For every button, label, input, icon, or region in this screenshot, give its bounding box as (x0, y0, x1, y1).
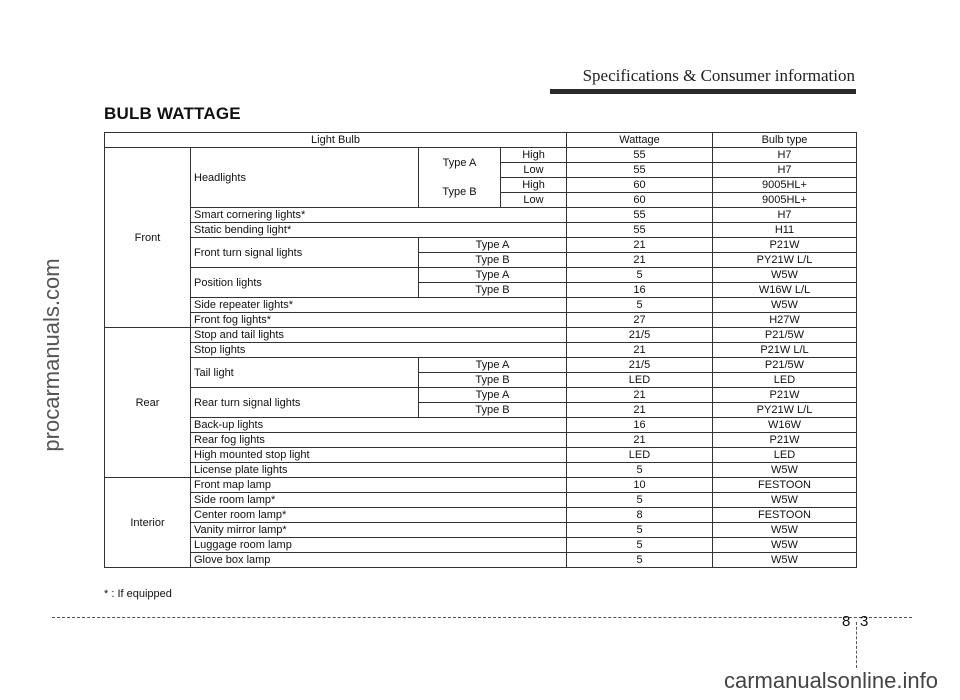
bulb-type-cell: LED (713, 373, 857, 388)
bulb-type-cell: P21W L/L (713, 343, 857, 358)
variant-label: Type B (419, 403, 567, 418)
bulb-type-cell: W5W (713, 523, 857, 538)
header-rule (550, 89, 856, 94)
bulb-type-cell: H27W (713, 313, 857, 328)
table-row (105, 298, 857, 313)
bulb-type-cell: PY21W L/L (713, 403, 857, 418)
bulb-type-cell: H11 (713, 223, 857, 238)
wattage-cell: 55 (567, 163, 713, 178)
bulb-name: Luggage room lamp (191, 538, 567, 553)
headlights-type-a: Type A (419, 148, 501, 178)
beam-label: High (501, 178, 567, 193)
table-row (105, 553, 857, 568)
table-row (105, 493, 857, 508)
table-row (105, 358, 857, 373)
bulb-name: Rear fog lights (191, 433, 567, 448)
bulb-type-cell: P21/5W (713, 328, 857, 343)
watermark-bottom: carmanualsonline.info (723, 668, 938, 693)
table-row (105, 148, 857, 163)
header-wattage: Wattage (567, 133, 713, 148)
table-row (105, 433, 857, 448)
wattage-cell: 60 (567, 193, 713, 208)
bulb-name: Side repeater lights* (191, 298, 567, 313)
table-row (105, 268, 857, 283)
bulb-type-cell: P21/5W (713, 358, 857, 373)
bulb-name: Front map lamp (191, 478, 567, 493)
bulb-type-cell: W16W L/L (713, 283, 857, 298)
bulb-type-cell: P21W (713, 388, 857, 403)
variant-label: Type A (419, 358, 567, 373)
wattage-cell: 21 (567, 343, 713, 358)
wattage-cell: 27 (567, 313, 713, 328)
group-front: Front (105, 148, 191, 328)
table-row (105, 508, 857, 523)
wattage-cell: 21 (567, 253, 713, 268)
wattage-cell: 21/5 (567, 328, 713, 343)
footer-divider (52, 617, 912, 618)
bulb-name: Glove box lamp (191, 553, 567, 568)
table-row (105, 523, 857, 538)
watermark-left: procarmanuals.com (39, 258, 64, 452)
wattage-cell: 5 (567, 298, 713, 313)
table-row (105, 463, 857, 478)
bulb-name: Vanity mirror lamp* (191, 523, 567, 538)
table-row (105, 418, 857, 433)
bulb-type-cell: FESTOON (713, 478, 857, 493)
wattage-cell: 21 (567, 433, 713, 448)
bulb-name: Front fog lights* (191, 313, 567, 328)
bulb-type-cell: H7 (713, 163, 857, 178)
bulb-type-cell: 9005HL+ (713, 193, 857, 208)
bulb-name: Back-up lights (191, 418, 567, 433)
header-bulb-type: Bulb type (713, 133, 857, 148)
variant-label: Type A (419, 388, 567, 403)
wattage-cell: 10 (567, 478, 713, 493)
wattage-cell: 21 (567, 403, 713, 418)
table-row (105, 538, 857, 553)
bulb-name: Side room lamp* (191, 493, 567, 508)
bulb-type-cell: W5W (713, 268, 857, 283)
beam-label: High (501, 148, 567, 163)
bulb-name: Center room lamp* (191, 508, 567, 523)
wattage-cell: 21 (567, 238, 713, 253)
headlights-type-b: Type B (419, 178, 501, 208)
variant-label: Type A (419, 268, 567, 283)
wattage-cell: 16 (567, 283, 713, 298)
headlights-label: Headlights (191, 148, 419, 208)
bulb-name: Tail light (191, 358, 419, 388)
table-header-row (105, 133, 857, 148)
chapter-number: 8 (842, 613, 851, 630)
bulb-wattage-table (104, 132, 857, 568)
bulb-type-cell: 9005HL+ (713, 178, 857, 193)
bulb-type-cell: FESTOON (713, 508, 857, 523)
bulb-type-cell: W16W (713, 418, 857, 433)
bulb-type-cell: LED (713, 448, 857, 463)
bulb-type-cell: P21W (713, 433, 857, 448)
bulb-type-cell: PY21W L/L (713, 253, 857, 268)
bulb-type-cell: H7 (713, 208, 857, 223)
table-row (105, 208, 857, 223)
variant-label: Type B (419, 373, 567, 388)
footnote: * : If equipped (104, 588, 172, 600)
wattage-cell: LED (567, 373, 713, 388)
wattage-cell: 5 (567, 493, 713, 508)
wattage-cell: 55 (567, 223, 713, 238)
table-row (105, 313, 857, 328)
bulb-name: Front turn signal lights (191, 238, 419, 268)
wattage-cell: 5 (567, 463, 713, 478)
header-title: Specifications & Consumer information (582, 66, 855, 85)
bulb-type-cell: W5W (713, 463, 857, 478)
wattage-cell: 21/5 (567, 358, 713, 373)
variant-label: Type B (419, 253, 567, 268)
bulb-type-cell: W5W (713, 553, 857, 568)
section-title: BULB WATTAGE (104, 104, 241, 123)
bulb-name: License plate lights (191, 463, 567, 478)
bulb-name: Rear turn signal lights (191, 388, 419, 418)
table-row (105, 328, 857, 343)
beam-label: Low (501, 163, 567, 178)
bulb-name: Position lights (191, 268, 419, 298)
wattage-cell: 16 (567, 418, 713, 433)
footer-vertical-divider (856, 622, 857, 668)
wattage-cell: 5 (567, 553, 713, 568)
table-row (105, 238, 857, 253)
bulb-name: Stop and tail lights (191, 328, 567, 343)
bulb-type-cell: H7 (713, 148, 857, 163)
wattage-cell: 55 (567, 208, 713, 223)
page-number: 3 (860, 613, 869, 630)
bulb-name: Static bending light* (191, 223, 567, 238)
bulb-name: Smart cornering lights* (191, 208, 567, 223)
wattage-cell: 5 (567, 523, 713, 538)
bulb-type-cell: W5W (713, 298, 857, 313)
wattage-cell: 5 (567, 268, 713, 283)
wattage-cell: 5 (567, 538, 713, 553)
table-row (105, 448, 857, 463)
table-row (105, 478, 857, 493)
group-interior: Interior (105, 478, 191, 568)
variant-label: Type B (419, 283, 567, 298)
wattage-cell: 60 (567, 178, 713, 193)
table-row (105, 223, 857, 238)
header-light-bulb: Light Bulb (105, 133, 567, 148)
beam-label: Low (501, 193, 567, 208)
bulb-type-cell: W5W (713, 538, 857, 553)
bulb-type-cell: P21W (713, 238, 857, 253)
bulb-type-cell: W5W (713, 493, 857, 508)
wattage-cell: 21 (567, 388, 713, 403)
variant-label: Type A (419, 238, 567, 253)
wattage-cell: 8 (567, 508, 713, 523)
wattage-cell: LED (567, 448, 713, 463)
wattage-cell: 55 (567, 148, 713, 163)
group-rear: Rear (105, 328, 191, 478)
bulb-name: Stop lights (191, 343, 567, 358)
table-row (105, 388, 857, 403)
bulb-name: High mounted stop light (191, 448, 567, 463)
table-row (105, 343, 857, 358)
